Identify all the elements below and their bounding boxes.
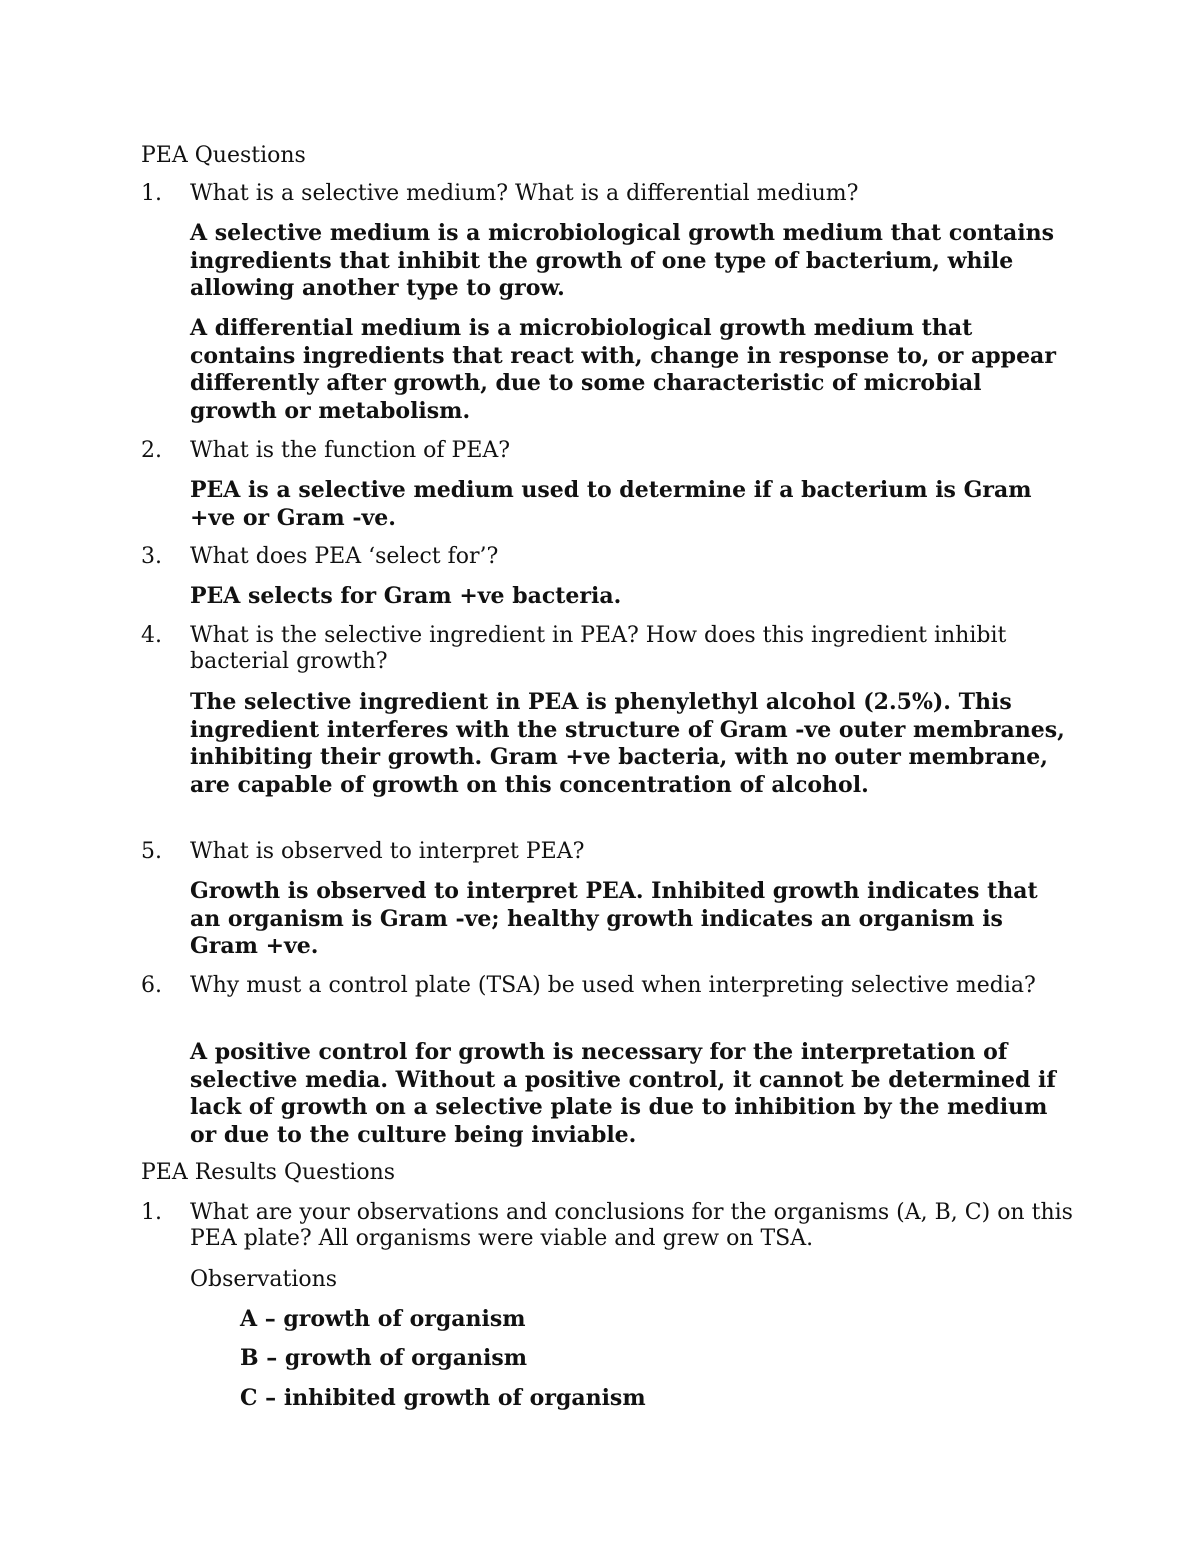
section-title-pea-results: PEA Results Questions [141, 1160, 396, 1185]
question-text: What is a selective medium? What is a differential medium? [190, 181, 859, 206]
question-text: What is the selective ingredient in PEA? How does this ingredient inhibit bacterial growth? [190, 623, 1007, 674]
question-number: 1. [141, 1200, 162, 1225]
question-4 [141, 623, 1081, 675]
answer-selective-medium: A selective medium is a microbiological growth medium that contains ingredients that inhibit the growth of one type of bacterium, while allowing another type to grow. [190, 220, 1055, 301]
question-2 [141, 438, 1081, 464]
question-3 [141, 544, 1081, 570]
answer-control-plate: A positive control for growth is necessary for the interpretation of selective media. Without a positive control, it cannot be determined if lack of growth on a selective plate is due to inhibition by the medium or due to the culture being inviable. [190, 1039, 1056, 1148]
answer-selective-ingredient: The selective ingredient in PEA is phenylethyl alcohol (2.5%). This ingredient interferes with the structure of Gram -ve outer membranes, inhibiting their growth. Gram +ve bacteria, with no outer membrane, are capable of growth on this concentration of alcohol. [190, 689, 1065, 798]
answer-observed-interpret: Growth is observed to interpret PEA. Inhibited growth indicates that an organism is Gram -ve; healthy growth indicates an organism is Gram +ve. [190, 878, 1038, 959]
answer-differential-medium: A differential medium is a microbiological growth medium that contains ingredients that react with, change in response to, or appear differently after growth, due to some characteristic of microbial growth or metabolism. [190, 315, 1056, 424]
question-text: What are your observations and conclusions for the organisms (A, B, C) on this PEA plate? All organisms were viable and grew on TSA. [190, 1200, 1073, 1251]
question-1 [141, 181, 1081, 207]
answer-pea-selects-for: PEA selects for Gram +ve bacteria. [190, 583, 622, 609]
question-number: 5. [141, 839, 162, 864]
question-number: 4. [141, 623, 162, 648]
question-number: 6. [141, 973, 162, 998]
section-title-pea-questions: PEA Questions [141, 143, 306, 168]
observation-a: A – growth of organism [240, 1306, 526, 1332]
results-question-1 [141, 1200, 1081, 1252]
question-text: What is observed to interpret PEA? [190, 839, 585, 864]
question-number: 3. [141, 544, 162, 569]
observations-label: Observations [190, 1267, 338, 1292]
question-text: What does PEA ‘select for’? [190, 544, 499, 569]
observation-b: B – growth of organism [240, 1345, 528, 1371]
answer-pea-function: PEA is a selective medium used to determine if a bacterium is Gram +ve or Gram -ve. [190, 477, 1032, 531]
observation-c: C – inhibited growth of organism [240, 1385, 646, 1411]
question-text: Why must a control plate (TSA) be used when interpreting selective media? [190, 973, 1036, 998]
question-number: 2. [141, 438, 162, 463]
question-6 [141, 973, 1081, 999]
question-number: 1. [141, 181, 162, 206]
question-text: What is the function of PEA? [190, 438, 511, 463]
question-5 [141, 839, 1081, 865]
